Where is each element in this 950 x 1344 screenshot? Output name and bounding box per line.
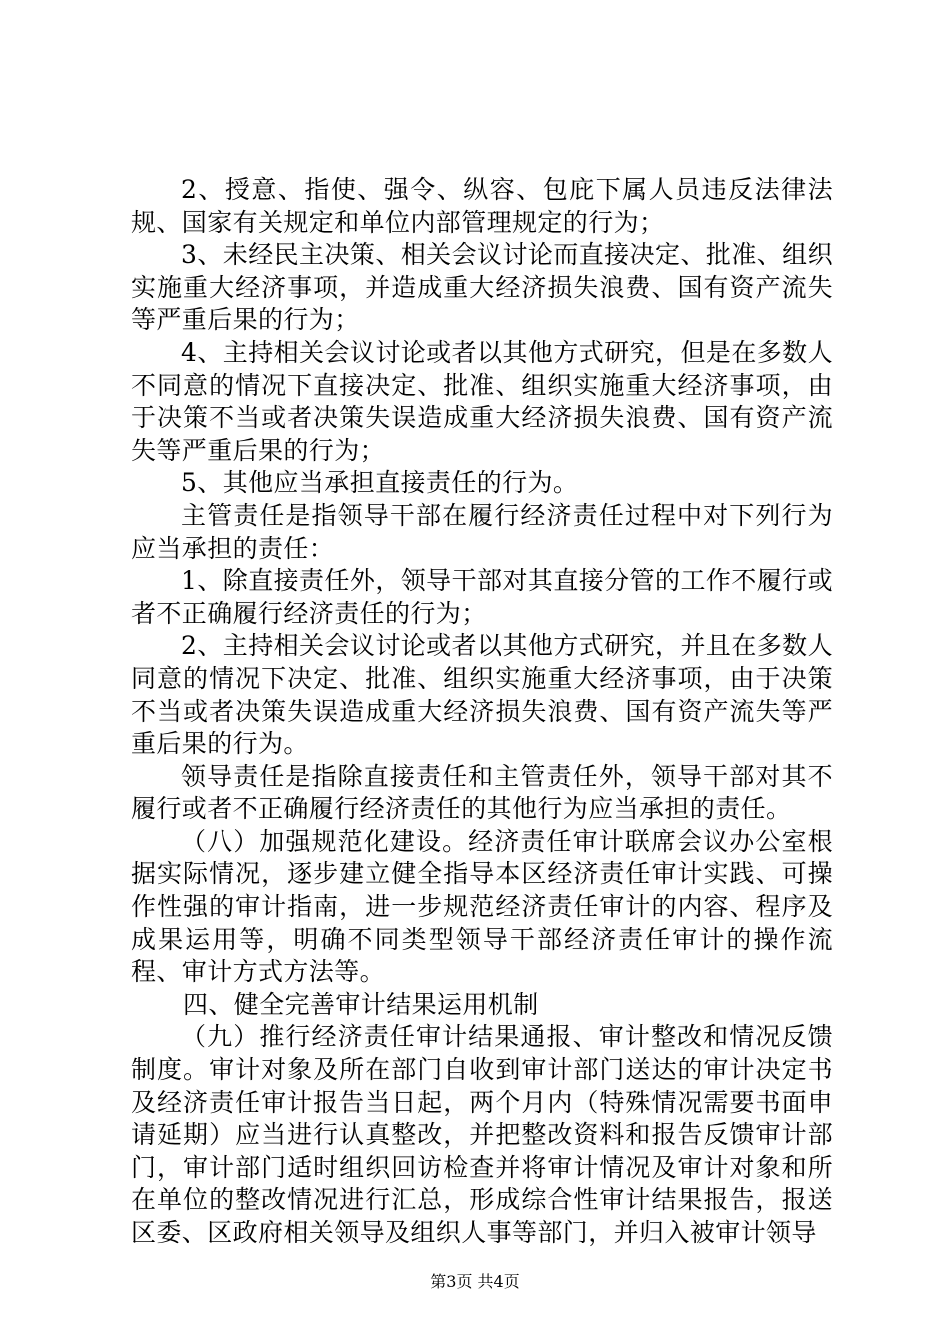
paragraph-item-4: 4、主持相关会议讨论或者以其他方式研究，但是在多数人不同意的情况下直接决定、批准、组织实施重大经济事项，由于决策不当或者决策失误造成重大经济损失浪费、国有资产流失等严重后果的行为；: [131, 337, 833, 465]
page-footer: 第3页 共4页: [430, 1272, 520, 1291]
paragraph-supervisory-responsibility: 主管责任是指领导干部在履行经济责任过程中对下列行为应当承担的责任：: [131, 500, 833, 563]
section-heading-4: 四、健全完善审计结果运用机制: [183, 989, 539, 1019]
paragraph-item-5: 5、其他应当承担直接责任的行为。: [181, 468, 579, 498]
paragraph-section-8: （八）加强规范化建设。经济责任审计联席会议办公室根据实际情况，逐步建立健全指导本区经济责任审计实践、可操作性强的审计指南，进一步规范经济责任审计的内容、程序及成果运用等，明确不同类型领导干部经济责任审计的操作流程、审计方式方法等。: [131, 826, 833, 987]
paragraph-supervisory-item-1: 1、除直接责任外，领导干部对其直接分管的工作不履行或者不正确履行经济责任的行为；: [131, 566, 833, 628]
paragraph-supervisory-item-2: 2、主持相关会议讨论或者以其他方式研究，并且在多数人同意的情况下决定、批准、组织实施重大经济事项，由于决策不当或者决策失误造成重大经济损失浪费、国有资产流失等严重后果的行为。: [131, 631, 833, 759]
paragraph-section-9: （九）推行经济责任审计结果通报、审计整改和情况反馈制度。审计对象及所在部门自收到审计部门送达的审计决定书及经济责任审计报告当日起，两个月内（特殊情况需要书面申请延期）应当进行认真整改，并把整改资料和报告反馈审计部门，审计部门适时组织回访检查并将审计情况及审计对象和所在单位的整改情况进行汇总，形成综合性审计结果报告，报送区委、区政府相关领导及组织人事等部门，并归入被审计领导: [131, 1022, 833, 1247]
paragraph-leadership-responsibility: 领导责任是指除直接责任和主管责任外，领导干部对其不履行或者不正确履行经济责任的其他行为应当承担的责任。: [131, 761, 833, 824]
paragraph-item-3: 3、未经民主决策、相关会议讨论而直接决定、批准、组织实施重大经济事项，并造成重大经济损失浪费、国有资产流失等严重后果的行为；: [131, 240, 833, 335]
document-body: [131, 174, 833, 1250]
paragraph-item-2: 2、授意、指使、强令、纵容、包庇下属人员违反法律法规、国家有关规定和单位内部管理规定的行为；: [131, 175, 833, 237]
